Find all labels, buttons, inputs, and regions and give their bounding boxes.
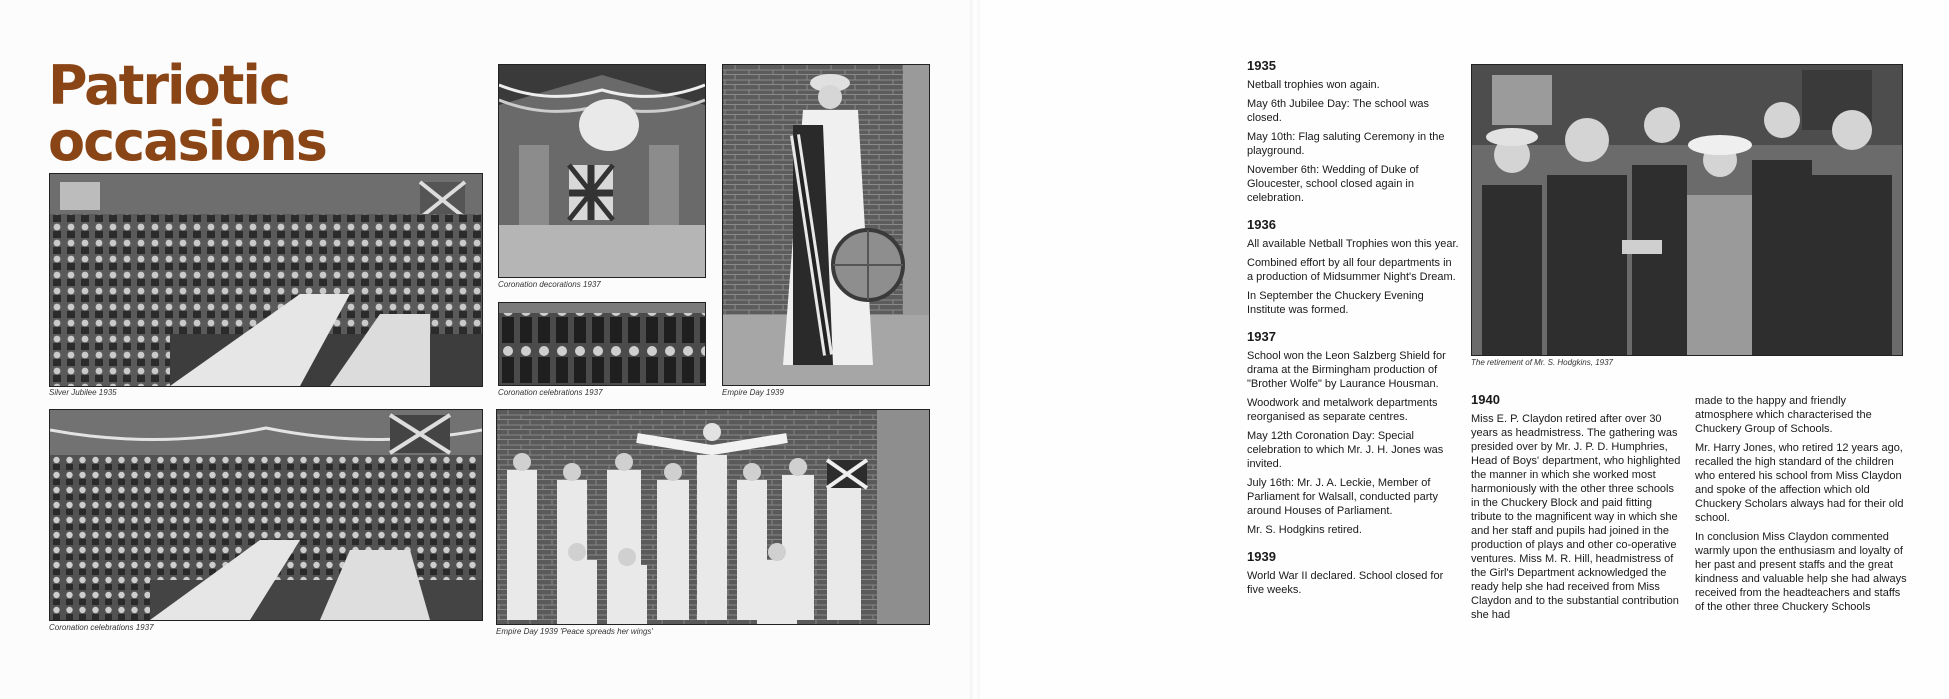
section-1940-column-1: [1471, 392, 1683, 627]
photo-retirement: [1471, 64, 1903, 356]
timeline-entry: Woodwork and metalwork departments reorganised as separate centres.: [1247, 397, 1438, 423]
photo-coronation-decorations: [498, 64, 706, 278]
timeline-entry: November 6th: Wedding of Duke of Gloucester, school closed again in celebration.: [1247, 164, 1419, 204]
timeline-entry: School won the Leon Salzberg Shield for drama at the Birmingham production of "Brother Wolfe" by Laurance Housman.: [1247, 350, 1446, 390]
page-title: [48, 54, 326, 173]
photo-empire-day: [722, 64, 930, 386]
year-block-1936: [1247, 217, 1459, 317]
timeline-entry: Netball trophies won again.: [1247, 79, 1380, 91]
caption-coronation-celebrations-small: Coronation celebrations 1937: [498, 388, 603, 397]
section-1940-text: Miss E. P. Claydon retired after over 30 years as headmistress. The gathering was presided over by Mr. J. P. D. Humphries, Head of Boys' department, who highlighted the manner in which she worked most harmoniously with the other three schools in the Chuckery Block and paid fitting tribute to the magnificent way in which she and her staff and pupils had joined in the production of plays and other co-operative ventures. Miss M. R. Hill, headmistress of the Girl's Department acknowledged the ready help she had received from Miss Claydon and to the substantial contribution she had: [1471, 413, 1681, 621]
year-heading: 1937: [1247, 329, 1276, 344]
section-1940-column-2: [1695, 394, 1907, 619]
title-line-1: Patriotic: [48, 54, 289, 117]
year-heading: 1939: [1247, 549, 1276, 564]
section-1940-paragraph: Mr. Harry Jones, who retired 12 years ago, recalled the high standard of the children who entered his school from Miss Claydon and spoke of the affection which old Chuckery Scholars always had for their old school.: [1695, 442, 1904, 524]
year-block-1939: [1247, 549, 1459, 597]
section-1940-paragraph: In conclusion Miss Claydon commented warmly upon the enthusiasm and loyalty of her past and present staffs and the great kindness and valuable help she had always received from the headteachers and staffs of the other three Chuckery Schools: [1695, 531, 1907, 613]
year-block-1935: [1247, 58, 1459, 205]
timeline-entry: May 6th Jubilee Day: The school was closed.: [1247, 98, 1429, 124]
year-heading-1940: 1940: [1471, 392, 1500, 407]
photo-coronation-celebrations-small: [498, 302, 706, 386]
caption-retirement: The retirement of Mr. S. Hodgkins, 1937: [1471, 358, 1613, 367]
caption-empire-day: Empire Day 1939: [722, 388, 784, 397]
year-heading: 1936: [1247, 217, 1276, 232]
photo-coronation-celebrations-large: [49, 409, 483, 621]
timeline-entry: Combined effort by all four departments in a production of Midsummer Night's Dream.: [1247, 257, 1456, 283]
timeline-entry: July 16th: Mr. J. A. Leckie, Member of Parliament for Walsall, conducted party around Houses of Parliament.: [1247, 477, 1438, 517]
caption-coronation-decorations: Coronation decorations 1937: [498, 280, 601, 289]
timeline-entry: World War II declared. School closed for five weeks.: [1247, 570, 1444, 596]
timeline-entry: May 12th Coronation Day: Special celebration to which Mr. J. H. Jones was invited.: [1247, 430, 1444, 470]
page-gutter: [970, 0, 980, 699]
caption-empire-day-peace: Empire Day 1939 'Peace spreads her wings': [496, 627, 653, 636]
title-line-2: occasions: [48, 110, 326, 173]
timeline-entry: Mr. S. Hodgkins retired.: [1247, 524, 1362, 536]
caption-coronation-celebrations-large: Coronation celebrations 1937: [49, 623, 154, 632]
caption-silver-jubilee: Silver Jubilee 1935: [49, 388, 117, 397]
timeline-entry: In September the Chuckery Evening Institute was formed.: [1247, 290, 1424, 316]
year-block-1937: [1247, 329, 1459, 537]
photo-silver-jubilee: [49, 173, 483, 387]
photo-empire-day-peace: [496, 409, 930, 625]
timeline-column: [1247, 58, 1459, 609]
timeline-entry: All available Netball Trophies won this year.: [1247, 238, 1459, 250]
year-heading: 1935: [1247, 58, 1276, 73]
timeline-entry: May 10th: Flag saluting Ceremony in the playground.: [1247, 131, 1445, 157]
section-1940-paragraph: made to the happy and friendly atmosphere which characterised the Chuckery Group of Schools.: [1695, 395, 1872, 435]
